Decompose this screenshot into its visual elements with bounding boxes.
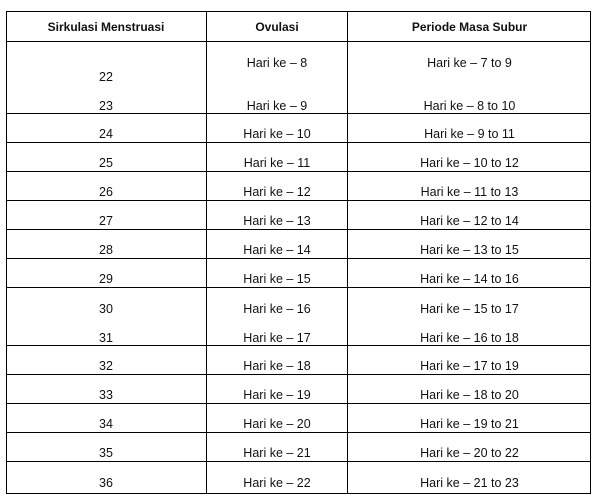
fertile-cell: Hari ke – 20 to 22 [420,446,519,460]
fertile-cell: Hari ke – 17 to 19 [420,359,519,373]
fertile-cell: Hari ke – 14 to 16 [420,272,519,286]
ovulation-cell: Hari ke – 17 [243,331,311,345]
ovulation-cell: Hari ke – 13 [243,214,311,228]
fertile-cell: Hari ke – 10 to 12 [420,156,519,170]
cycle-cell: 30 [99,302,113,316]
cycle-cell: 32 [99,359,113,373]
fertile-cell: Hari ke – 16 to 18 [420,331,519,345]
fertile-cell: Hari ke – 11 to 13 [420,185,519,199]
fertile-cell: Hari ke – 21 to 23 [420,476,519,490]
fertile-cell: Hari ke – 15 to 17 [420,302,519,316]
ovulation-cell: Hari ke – 8 [246,56,308,70]
ovulation-cell: Hari ke – 15 [243,272,311,286]
ovulation-cell: Hari ke – 22 [243,476,311,490]
table-row [6,41,591,113]
ovulation-table [6,11,591,494]
ovulation-cell: Hari ke – 12 [243,185,311,199]
cycle-cell: 27 [99,214,113,228]
cycle-cell: 33 [99,388,113,402]
ovulation-cell: Hari ke – 9 [246,99,308,113]
table-row [6,287,591,345]
ovulation-cell: Hari ke – 11 [243,156,311,170]
table-row [6,345,591,374]
header-cycle: Sirkulasi Menstruasi [47,20,165,34]
fertile-cell: Hari ke – 18 to 20 [420,388,519,402]
ovulation-cell: Hari ke – 10 [243,127,311,141]
ovulation-cell: Hari ke – 16 [243,302,311,316]
fertile-cell: Hari ke – 7 to 9 [427,56,512,70]
cycle-cell: 25 [99,156,113,170]
ovulation-cell: Hari ke – 20 [243,417,311,431]
cycle-cell: 35 [99,446,113,460]
cycle-cell: 36 [99,476,113,490]
cycle-cell: 29 [99,272,113,286]
fertile-cell: Hari ke – 19 to 21 [420,417,519,431]
table-row [6,229,591,258]
cycle-cell: 31 [99,331,113,345]
table-row [6,403,591,432]
header-ovulation: Ovulasi [255,20,299,34]
table-row [6,258,591,287]
ovulation-cell: Hari ke – 14 [243,243,311,257]
fertile-cell: Hari ke – 12 to 14 [420,214,519,228]
table-row [6,113,591,142]
cycle-cell: 24 [99,127,113,141]
cycle-cell: 28 [99,243,113,257]
ovulation-cell: Hari ke – 18 [243,359,311,373]
fertile-cell: Hari ke – 13 to 15 [420,243,519,257]
cycle-cell: 23 [99,99,113,113]
table-row [6,171,591,200]
ovulation-cell: Hari ke – 19 [243,388,311,402]
table-row [6,461,591,494]
table-row [6,142,591,171]
fertile-cell: Hari ke – 9 to 11 [424,127,515,141]
table-row [6,432,591,461]
header-row [6,11,591,41]
cycle-cell: 22 [99,70,113,84]
cycle-cell: 26 [99,185,113,199]
header-fertile-period: Periode Masa Subur [411,20,528,34]
table-row [6,200,591,229]
ovulation-cell: Hari ke – 21 [243,446,311,460]
fertile-cell: Hari ke – 8 to 10 [423,99,516,113]
cycle-cell: 34 [99,417,113,431]
table-row [6,374,591,403]
